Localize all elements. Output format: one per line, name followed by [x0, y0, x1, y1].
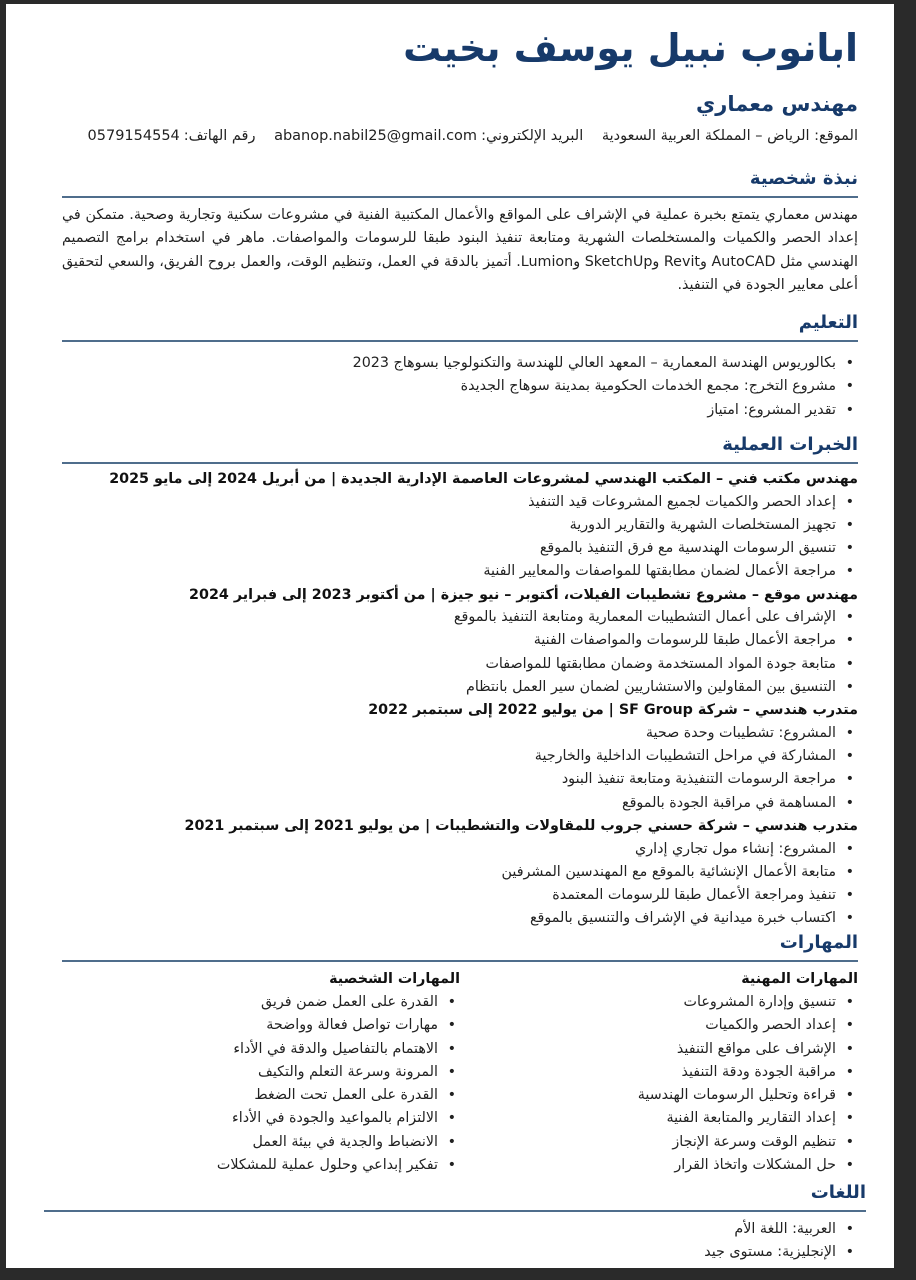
languages-section — [44, 1180, 866, 1265]
personal-skills — [62, 968, 460, 1177]
job-title: مهندس موقع – مشروع تشطيبات الفيلات، أكتوبر – نيو جيزة | من أكتوبر 2023 إلى فبراير 2024 — [189, 586, 858, 603]
list-item: • المشروع: إنشاء مول تجاري إداري — [62, 838, 836, 861]
list-item: • تقدير المشروع: امتياز — [62, 399, 836, 422]
list-item: • القدرة على العمل ضمن فريق — [62, 991, 438, 1014]
list-item: • قراءة وتحليل الرسومات الهندسية — [460, 1084, 836, 1107]
list-item: • إعداد الحصر والكميات لجميع المشروعات قيد التنفيذ — [62, 491, 836, 514]
job-duties — [62, 606, 858, 699]
list-item: • القدرة على العمل تحت الضغط — [62, 1084, 438, 1107]
list-item: • الالتزام بالمواعيد والجودة في الأداء — [62, 1107, 438, 1130]
list-item: • تنظيم الوقت وسرعة الإنجاز — [460, 1131, 836, 1154]
experience-section — [62, 432, 858, 931]
list-item: • مراجعة الأعمال لضمان مطابقتها للمواصفات والمعايير الفنية — [62, 560, 836, 583]
section-divider — [62, 196, 858, 198]
list-item: • متابعة الأعمال الإنشائية بالموقع مع المهندسين المشرفين — [62, 861, 836, 884]
list-item: • تجهيز المستخلصات الشهرية والتقارير الدورية — [62, 514, 836, 537]
job-title: مهندس مكتب فني – المكتب الهندسي لمشروعات العاصمة الإدارية الجديدة | من أبريل 2024 إلى مايو 2025 — [109, 471, 858, 487]
list-item: • الانضباط والجدية في بيئة العمل — [62, 1131, 438, 1154]
job-title: مهندس معماري — [695, 92, 858, 116]
email[interactable]: abanop.nabil25@gmail.com — [274, 128, 478, 144]
list-item: • مراجعة الرسومات التنفيذية ومتابعة تنفيذ البنود — [62, 768, 836, 791]
job-title: متدرب هندسي – شركة SF Group | من يوليو 2022 إلى سبتمبر 2022 — [368, 702, 858, 719]
professional-skills — [460, 968, 858, 1177]
list-item: • حل المشكلات واتخاذ القرار — [460, 1154, 836, 1177]
list-item: • متابعة جودة المواد المستخدمة وضمان مطابقتها للمواصفات — [62, 653, 836, 676]
education-list — [62, 352, 858, 422]
section-heading: التعليم — [798, 312, 858, 333]
list-item: • بكالوريوس الهندسة المعمارية – المعهد العالي للهندسة والتكنولوجيا بسوهاج 2023 — [62, 352, 836, 375]
list-item: • مراقبة الجودة ودقة التنفيذ — [460, 1061, 836, 1084]
section-divider — [62, 340, 858, 342]
summary-section — [62, 166, 858, 297]
section-heading: اللغات — [810, 1182, 866, 1203]
list-item: • مهارات تواصل فعالة وواضحة — [62, 1014, 438, 1037]
job-title: متدرب هندسي – شركة حسني جروب للمقاولات والتشطيبات | من يوليو 2021 إلى سبتمبر 2021 — [184, 818, 858, 835]
subheading: المهارات الشخصية — [329, 971, 460, 987]
list-item: • المشروع: تشطيبات وحدة صحية — [62, 722, 836, 745]
list-item: • مشروع التخرج: مجمع الخدمات الحكومية بمدينة سوهاج الجديدة — [62, 375, 836, 398]
list-item: • الإشراف على أعمال التشطيبات المعمارية ومتابعة التنفيذ بالموقع — [62, 606, 836, 629]
section-heading: نبذة شخصية — [749, 168, 858, 189]
email-label: البريد الإلكتروني: — [481, 128, 584, 144]
list-item: • تنسيق الرسومات الهندسية مع فرق التنفيذ بالموقع — [62, 537, 836, 560]
job-duties — [62, 838, 858, 931]
list-item: • الإنجليزية: مستوى جيد — [44, 1241, 836, 1264]
section-divider — [62, 960, 858, 962]
list-item: • المشاركة في مراحل التشطيبات الداخلية والخارجية — [62, 745, 836, 768]
phone: 0579154554 — [87, 128, 180, 144]
section-heading: المهارات — [779, 932, 858, 953]
job-duties — [62, 491, 858, 584]
resume-page — [6, 4, 894, 1268]
phone-label: رقم الهاتف: — [183, 128, 256, 144]
jobs-list — [62, 468, 858, 931]
list-item: • الاهتمام بالتفاصيل والدقة في الأداء — [62, 1038, 438, 1061]
list-item: • المساهمة في مراقبة الجودة بالموقع — [62, 792, 836, 815]
section-divider — [62, 462, 858, 464]
section-divider — [44, 1210, 866, 1212]
summary-text: مهندس معماري يتمتع بخبرة عملية في الإشراف على المواقع والأعمال المكتبية الفنية في مشروعات سكنية وتجارية وصحية. متمكن في إعداد الحصر والكميات والمستخلصات الشهرية ومتابعة تنفيذ البنود طبقا للرسومات والمواصفات. ماهر في استخدام برامج التصميم الهندسي مثل AutoCAD وRevit وSketchUp وLumion. أتميز بالدقة في العمل، وتنظيم الوقت، والعمل بروح الفريق، والسعي لتحقيق أعلى معايير الجودة في التنفيذ. — [62, 207, 859, 293]
education-section — [62, 310, 858, 422]
subheading: المهارات المهنية — [741, 971, 858, 987]
list-item: • إعداد التقارير والمتابعة الفنية — [460, 1107, 836, 1130]
skills-section — [62, 930, 858, 1177]
section-heading: الخبرات العملية — [722, 434, 858, 455]
list-item: • التنسيق بين المقاولين والاستشاريين لضمان سير العمل بانتظام — [62, 676, 836, 699]
location: الموقع: الرياض – المملكة العربية السعودية — [601, 128, 858, 144]
list-item: • إعداد الحصر والكميات — [460, 1014, 836, 1037]
candidate-name: ابانوب نبيل يوسف بخيت — [403, 26, 858, 70]
list-item: • اكتساب خبرة ميدانية في الإشراف والتنسيق بالموقع — [62, 907, 836, 930]
list-item: • الإشراف على مواقع التنفيذ — [460, 1038, 836, 1061]
list-item: • تفكير إبداعي وحلول عملية للمشكلات — [62, 1154, 438, 1177]
list-item: • مراجعة الأعمال طبقا للرسومات والمواصفات الفنية — [62, 629, 836, 652]
contact-line — [74, 128, 858, 144]
list-item: • المرونة وسرعة التعلم والتكيف — [62, 1061, 438, 1084]
list-item: • تنسيق وإدارة المشروعات — [460, 991, 836, 1014]
job-duties — [62, 722, 858, 815]
list-item: • تنفيذ ومراجعة الأعمال طبقا للرسومات المعتمدة — [62, 884, 836, 907]
list-item: • العربية: اللغة الأم — [44, 1218, 836, 1241]
